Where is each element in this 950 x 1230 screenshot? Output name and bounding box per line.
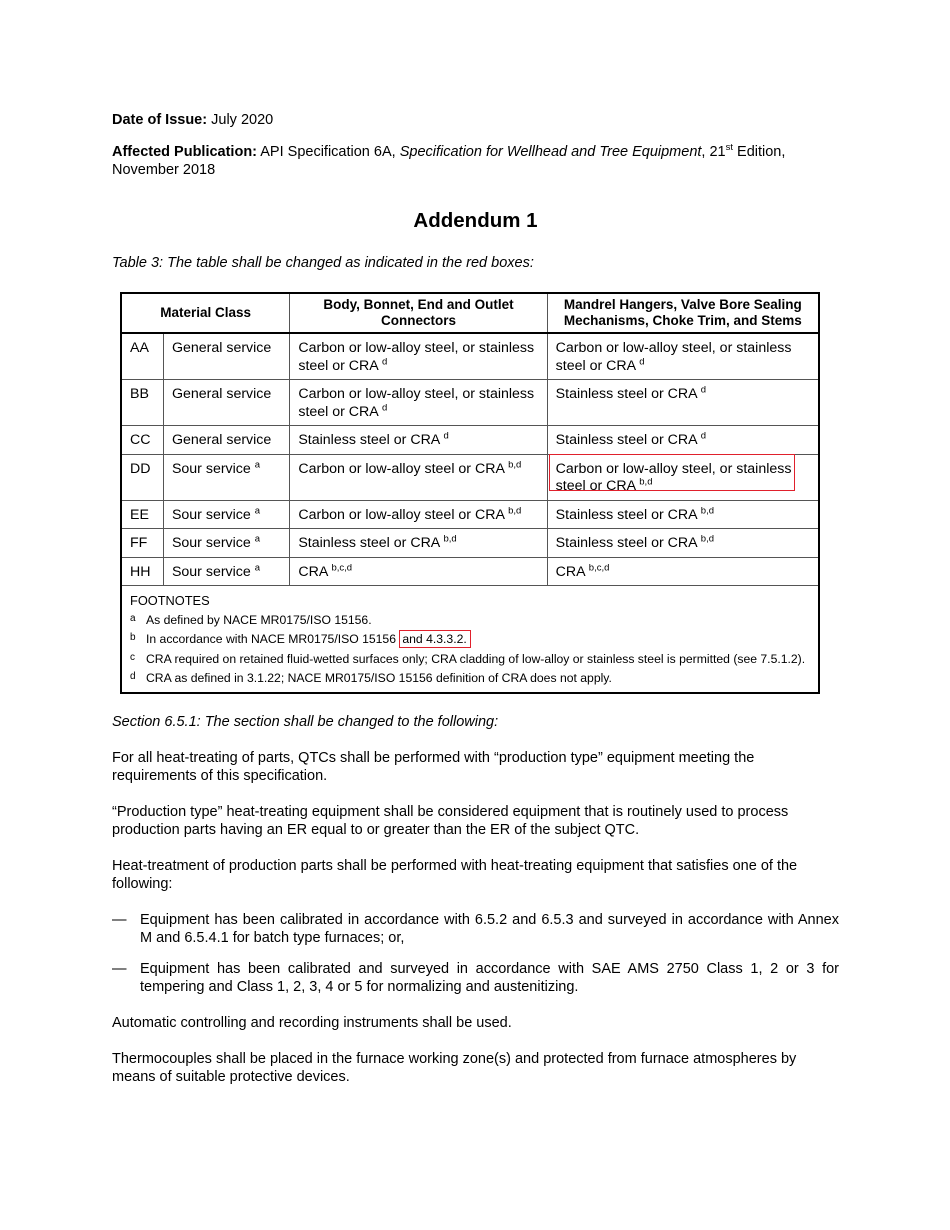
footnote-ref: d bbox=[700, 384, 707, 396]
red-change-box-footnote: and 4.3.3.2. bbox=[399, 630, 470, 648]
publication-prefix: API Specification 6A, bbox=[260, 144, 396, 160]
bullet-dash: — bbox=[112, 912, 127, 928]
paragraph-5: Thermocouples shall be placed in the furnace working zone(s) and protected from furnace atmospheres by means of suitable protective devices. bbox=[112, 1051, 797, 1085]
footnote-mark: c bbox=[130, 651, 135, 663]
footnotes-row bbox=[121, 586, 819, 693]
body-material-cell bbox=[290, 500, 547, 529]
body-material: Carbon or low-alloy steel, or stainless steel or CRA bbox=[298, 386, 535, 420]
mandrel-material: Carbon or low-alloy steel, or stainless steel or CRA bbox=[555, 460, 792, 494]
footnote-ref: b,d bbox=[639, 476, 653, 488]
footnote-list bbox=[130, 610, 810, 688]
material-code-cell bbox=[121, 500, 163, 529]
body-material: Carbon or low-alloy steel, or stainless steel or CRA bbox=[298, 340, 535, 374]
mandrel-material-cell bbox=[547, 426, 819, 455]
material-code: EE bbox=[130, 506, 149, 523]
footnote-ref: b,d bbox=[700, 504, 714, 516]
list-item bbox=[112, 960, 839, 996]
publication-label: Affected Publication: bbox=[112, 144, 258, 160]
footnote-mark: a bbox=[130, 612, 136, 624]
mandrel-material: Stainless steel or CRA bbox=[555, 432, 697, 448]
footnote-ref: d bbox=[700, 430, 707, 442]
date-label: Date of Issue: bbox=[112, 112, 208, 128]
mandrel-material: Stainless steel or CRA bbox=[555, 535, 697, 551]
list-item bbox=[112, 911, 839, 947]
body-material-cell bbox=[290, 380, 547, 426]
table-body bbox=[121, 333, 819, 586]
body-material-cell bbox=[290, 529, 547, 558]
material-code: AA bbox=[130, 340, 149, 356]
service-type: General service bbox=[171, 340, 272, 356]
body-material-cell bbox=[290, 333, 547, 380]
mandrel-material-cell bbox=[547, 557, 819, 586]
publication-title: Specification for Wellhead and Tree Equipment bbox=[399, 144, 702, 160]
date-value: July 2020 bbox=[211, 112, 274, 128]
header-mandrel-hangers: Mandrel Hangers, Valve Bore Sealing Mechanisms, Choke Trim, and Stems bbox=[547, 293, 819, 333]
mandrel-material: CRA bbox=[555, 563, 585, 580]
material-code-cell bbox=[121, 426, 163, 455]
material-code: CC bbox=[130, 432, 151, 448]
bullet-dash: — bbox=[112, 961, 127, 977]
footnote-a bbox=[130, 610, 810, 630]
table-row bbox=[121, 426, 819, 455]
document-header bbox=[112, 111, 839, 289]
body-material-cell bbox=[290, 557, 547, 586]
service-type-cell bbox=[163, 529, 289, 558]
bullet-text: Equipment has been calibrated and surveyed in accordance with SAE AMS 2750 Class 1, 2 or 3 for tempering and Class 1, 2, 3, 4 or 5 for normalizing and austenitizing. bbox=[140, 961, 839, 995]
footnote-ref: b,d bbox=[508, 504, 522, 516]
mandrel-material-cell bbox=[547, 529, 819, 558]
footnote-ref: b,c,d bbox=[588, 561, 610, 573]
publication-edition-suffix: st bbox=[725, 142, 733, 154]
mandrel-material: Stainless steel or CRA bbox=[555, 506, 697, 523]
body-material: Carbon or low-alloy steel or CRA bbox=[298, 506, 505, 523]
service-type: Sour service bbox=[171, 506, 251, 523]
paragraph-4: Automatic controlling and recording instruments shall be used. bbox=[112, 1015, 512, 1031]
publication-date: November 2018 bbox=[112, 162, 216, 178]
paragraph-1: For all heat-treating of parts, QTCs shall be performed with “production type” equipment meeting the requirements of this specification. bbox=[112, 750, 755, 784]
service-type-cell bbox=[163, 500, 289, 529]
footnote-ref: d bbox=[381, 401, 388, 413]
table-row bbox=[121, 380, 819, 426]
mandrel-material: Carbon or low-alloy steel, or stainless steel or CRA bbox=[555, 340, 792, 374]
mandrel-material-cell bbox=[547, 454, 819, 500]
footnote-b bbox=[130, 629, 810, 649]
material-code: HH bbox=[130, 563, 151, 580]
footnote-ref: b,d bbox=[508, 458, 522, 470]
mandrel-material-cell bbox=[547, 380, 819, 426]
service-type: Sour service bbox=[171, 535, 251, 551]
footnote-text: CRA as defined in 3.1.22; NACE MR0175/ISO 15156 definition of CRA does not apply. bbox=[146, 671, 612, 685]
header-body-bonnet: Body, Bonnet, End and Outlet Connectors bbox=[290, 293, 547, 333]
footnote-text: In accordance with NACE MR0175/ISO 15156 bbox=[146, 632, 396, 646]
material-code-cell bbox=[121, 529, 163, 558]
footnote-ref: d bbox=[639, 355, 645, 367]
material-code-cell bbox=[121, 557, 163, 586]
table-row bbox=[121, 529, 819, 558]
body-material: Stainless steel or CRA bbox=[298, 535, 440, 551]
table-row bbox=[121, 333, 819, 380]
service-type-cell bbox=[163, 333, 289, 380]
material-code-cell bbox=[121, 380, 163, 426]
table-row bbox=[121, 557, 819, 586]
service-type-cell bbox=[163, 454, 289, 500]
section-caption: Section 6.5.1: The section shall be changed to the following: bbox=[112, 714, 499, 730]
mandrel-material-cell bbox=[547, 333, 819, 380]
footnote-d bbox=[130, 668, 810, 688]
table-header-row bbox=[121, 293, 819, 333]
paragraph-2: “Production type” heat-treating equipment shall be considered equipment that is routinely used to process production parts having an ER equal to or greater than the ER of the subject QTC. bbox=[112, 804, 789, 838]
footnotes-label: FOOTNOTES bbox=[130, 593, 210, 608]
body-material-cell bbox=[290, 426, 547, 455]
table-row bbox=[121, 500, 819, 529]
footnote-ref: b,d bbox=[700, 533, 714, 545]
footnote-ref: a bbox=[254, 561, 261, 573]
mandrel-material-cell bbox=[547, 500, 819, 529]
body-material-cell bbox=[290, 454, 547, 500]
body-material: CRA bbox=[298, 563, 328, 580]
table-row bbox=[121, 454, 819, 500]
footnote-ref: a bbox=[254, 458, 261, 470]
publication-edition-number: , 21 bbox=[701, 144, 726, 160]
footnote-text: CRA required on retained fluid-wetted surfaces only; CRA cladding of low-alloy or stainless steel is permitted (see 7.5.1.2). bbox=[146, 651, 806, 666]
page-title: Addendum 1 bbox=[413, 209, 538, 232]
service-type-cell bbox=[163, 426, 289, 455]
footnote-mark: b bbox=[130, 632, 136, 643]
material-class-table bbox=[120, 292, 820, 694]
body-material: Stainless steel or CRA bbox=[298, 432, 440, 448]
service-type: General service bbox=[171, 386, 272, 402]
body-material: Carbon or low-alloy steel or CRA bbox=[298, 460, 505, 477]
date-of-issue bbox=[112, 111, 839, 129]
service-type: Sour service bbox=[171, 460, 251, 477]
material-code-cell bbox=[121, 333, 163, 380]
footnote-ref: d bbox=[443, 430, 449, 442]
footnotes bbox=[121, 586, 819, 693]
material-code: FF bbox=[130, 535, 148, 551]
material-code-cell bbox=[121, 454, 163, 500]
footnote-ref: a bbox=[254, 504, 261, 516]
table-caption: Table 3: The table shall be changed as indicated in the red boxes: bbox=[112, 255, 534, 271]
footnote-ref: d bbox=[381, 355, 388, 367]
material-code: DD bbox=[130, 460, 151, 477]
publication-edition-text: Edition, bbox=[733, 144, 786, 160]
footnote-text: As defined by NACE MR0175/ISO 15156. bbox=[146, 612, 372, 627]
service-type-cell bbox=[163, 380, 289, 426]
material-code: BB bbox=[130, 386, 149, 402]
footnote-ref: a bbox=[254, 533, 261, 545]
footnote-ref: b,d bbox=[443, 533, 457, 545]
footnote-c bbox=[130, 649, 810, 669]
mandrel-material: Stainless steel or CRA bbox=[555, 386, 697, 402]
service-type: General service bbox=[171, 432, 272, 448]
bullet-text: Equipment has been calibrated in accordance with 6.5.2 and 6.5.3 and surveyed in accordance with Annex M and 6.5.4.1 for batch type furnaces; or, bbox=[140, 912, 839, 946]
section-6-5-1 bbox=[112, 713, 839, 1104]
header-material-class: Material Class bbox=[121, 293, 290, 333]
paragraph-3: Heat-treatment of production parts shall be performed with heat-treating equipment that satisfies one of the following: bbox=[112, 858, 798, 892]
footnote-mark: d bbox=[130, 671, 136, 682]
service-type: Sour service bbox=[171, 563, 251, 580]
service-type-cell bbox=[163, 557, 289, 586]
footnote-ref: b,c,d bbox=[331, 561, 353, 573]
affected-publication bbox=[112, 143, 839, 179]
